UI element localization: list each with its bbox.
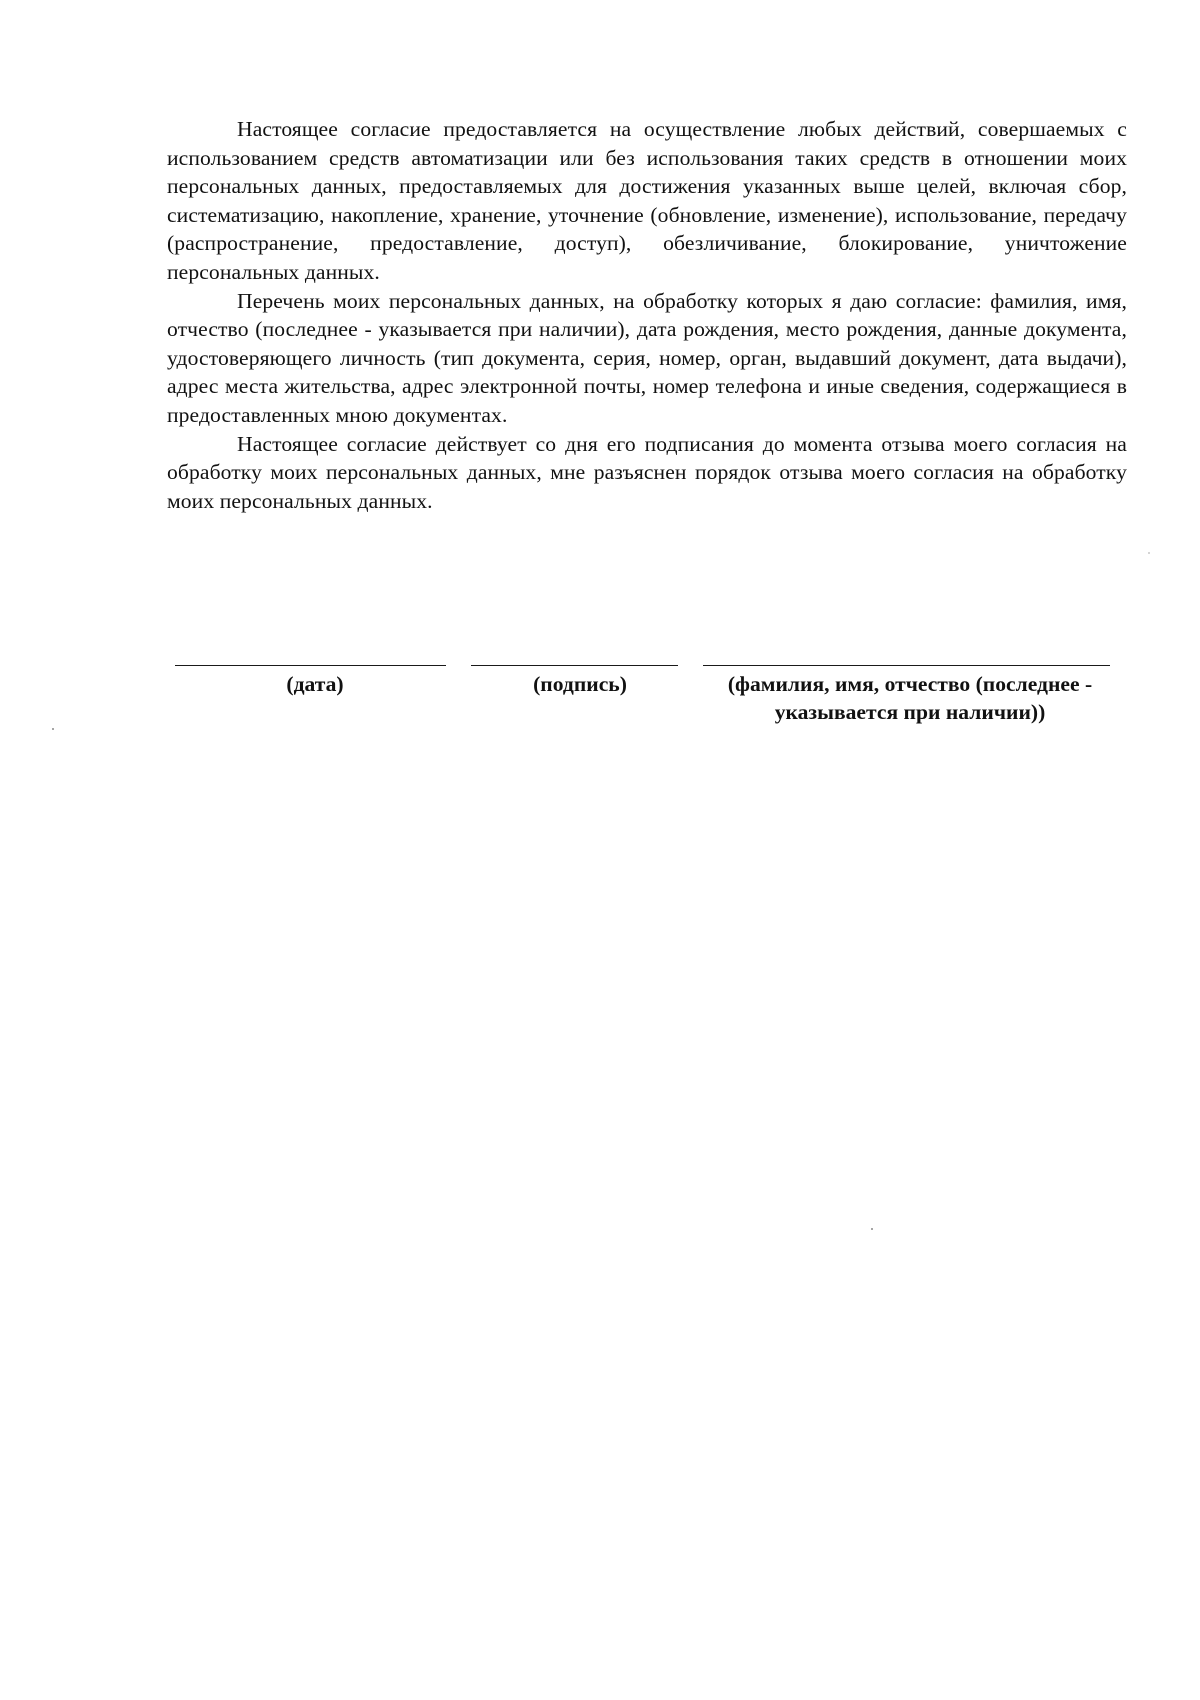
name-label-line2: указывается при наличии)) <box>774 700 1046 724</box>
paragraph-validity: Настоящее согласие действует со дня его подписания до момента отзыва моего согласия на обработку моих персональных данных, мне разъяснен порядок отзыва моего согласия на обработку моих персональных данных. <box>167 431 1127 513</box>
scan-speck <box>1148 552 1150 554</box>
date-line <box>175 665 446 666</box>
paragraph-data-list: Перечень моих персональных данных, на обработку которых я даю согласие: фамилия, имя, отчество (последнее - указывается при наличии), дата рождения, место рождения, данные документа, удостоверяющего личность (тип документа, серия, номер, орган, выдавший документ, дата выдачи), адрес места жительства, адрес электронной почты, номер телефона и иные сведения, содержащиеся в предоставленных мною документах. <box>167 288 1127 427</box>
scan-speck <box>52 728 54 730</box>
consent-text <box>167 115 1127 515</box>
paragraph-actions: Настоящее согласие предоставляется на осуществление любых действий, совершаемых с использованием средств автоматизации или без использования таких средств в отношении моих персональных данных, предоставляемых для достижения указанных выше целей, включая сбор, систематизацию, накопление, хранение, уточнение (обновление, изменение), использование, передачу (распространение, предоставление, доступ), обезличивание, блокирование, уничтожение персональных данных. <box>167 117 1127 284</box>
name-line <box>703 665 1110 666</box>
scan-speck <box>871 1228 873 1230</box>
date-label: (дата) <box>286 672 344 696</box>
signature-label: (подпись) <box>533 672 627 696</box>
signature-line <box>471 665 678 666</box>
name-label-line1: (фамилия, имя, отчество (последнее - <box>727 672 1093 696</box>
